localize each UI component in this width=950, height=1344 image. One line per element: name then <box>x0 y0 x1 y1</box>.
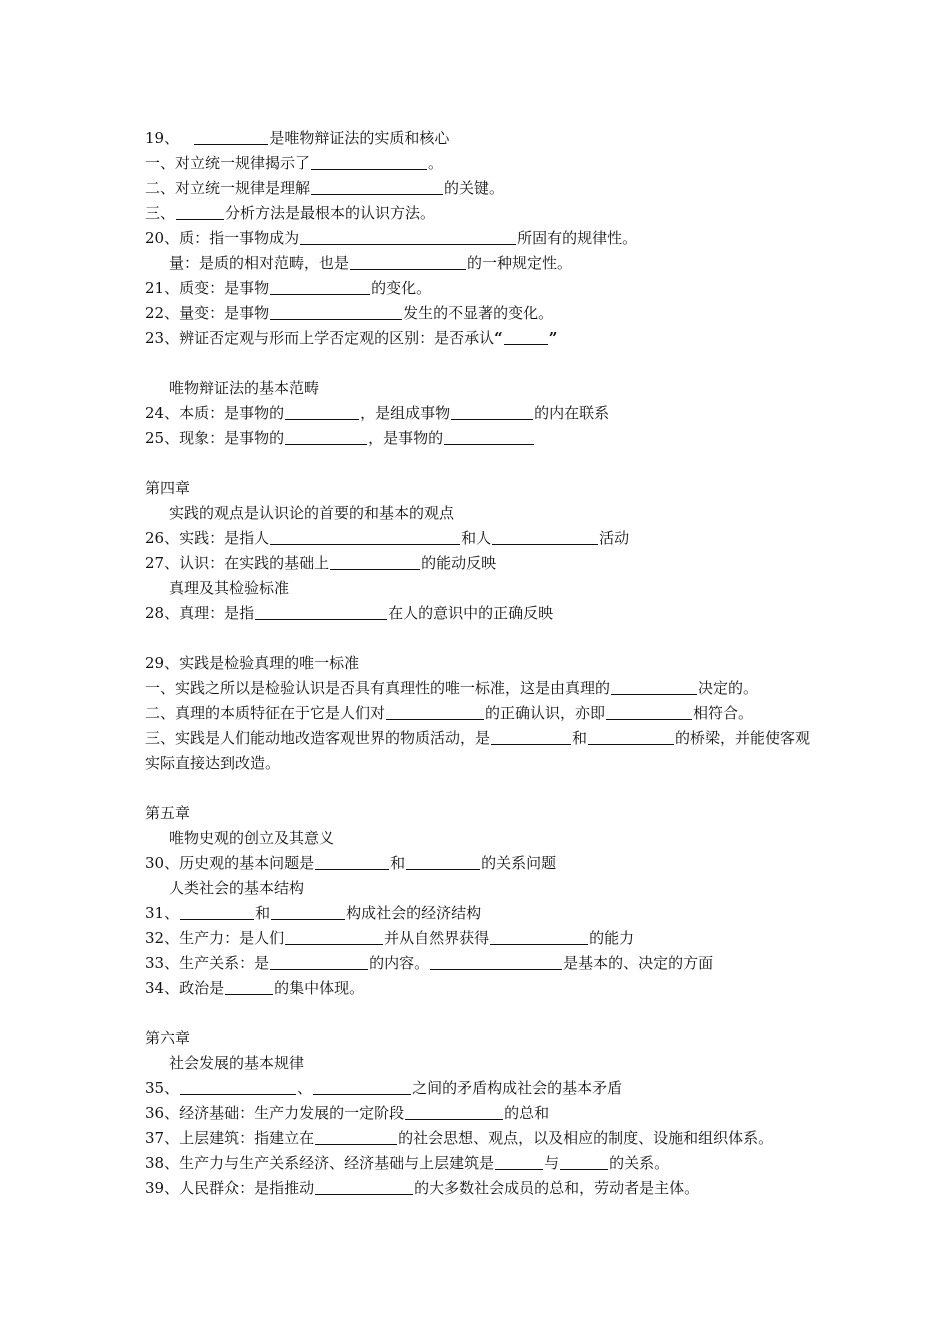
section-heading: 人类社会的基本结构 <box>169 879 305 897</box>
item-37: 37、上层建筑：指建立在 的社会思想、观点，以及相应的制度、设施和组织体系。 <box>145 1129 774 1147</box>
section-heading: 唯物史观的创立及其意义 <box>169 829 335 847</box>
blank <box>504 329 548 345</box>
blank <box>300 229 516 245</box>
blank <box>386 704 484 720</box>
section-heading: 实践的观点是认识论的首要的和基本的观点 <box>169 504 455 522</box>
chapter-heading: 第四章 <box>145 479 191 497</box>
chapter-heading: 第六章 <box>145 1029 191 1047</box>
blank <box>270 954 368 970</box>
item-19-3: 三、 分析方法是最根本的认识方法。 <box>145 204 436 222</box>
section-heading: 唯物辩证法的基本范畴 <box>169 379 320 397</box>
item-38: 38、生产力与生产关系经济、经济基础与上层建筑是 与 的关系。 <box>145 1154 670 1172</box>
item-20-quantity: 量：是质的相对范畴，也是 的一种规定性。 <box>169 254 573 272</box>
item-32: 32、生产力：是人们 并从自然界获得 的能力 <box>145 929 635 947</box>
section-heading: 真理及其检验标准 <box>169 579 290 597</box>
item-34: 34、政治是 的集中体现。 <box>145 979 365 997</box>
blank <box>270 279 370 295</box>
item-20: 20、质：指一事物成为 所固有的规律性。 <box>145 229 638 247</box>
item-36: 36、经济基础：生产力发展的一定阶段 的总和 <box>145 1104 550 1122</box>
blank <box>350 254 466 270</box>
blank <box>311 179 443 195</box>
blank <box>315 1179 413 1195</box>
blank <box>285 404 359 420</box>
blank <box>315 854 389 870</box>
item-19-1: 一、对立统一规律揭示了 。 <box>145 154 444 172</box>
blank <box>495 1154 543 1170</box>
blank <box>444 429 534 445</box>
item-19 <box>145 126 825 151</box>
blank <box>270 304 402 320</box>
document-body <box>145 126 825 1201</box>
blank <box>451 404 533 420</box>
blank <box>606 704 692 720</box>
chapter-heading: 第五章 <box>145 804 191 822</box>
item-29-3: 三、实践是人们能动地改造客观世界的物质活动，是 和 的桥梁，并能使客观实际直接达到改造。 <box>145 729 811 772</box>
blank <box>180 1079 296 1095</box>
blank <box>588 729 674 745</box>
item-23: 23、辨证否定观与形而上学否定观的区别：是否承认“ ” <box>145 329 558 347</box>
blank <box>180 904 254 920</box>
blank <box>405 1104 503 1120</box>
item-29-2: 二、真理的本质特征在于它是人们对 的正确认识，亦即 相符合。 <box>145 704 754 722</box>
blank <box>285 929 383 945</box>
blank <box>406 854 480 870</box>
item-21: 21、质变：是事物 的变化。 <box>145 279 432 297</box>
item-29: 29、实践是检验真理的唯一标准 <box>145 654 360 672</box>
blank <box>492 529 598 545</box>
item-28: 28、真理：是指 在人的意识中的正确反映 <box>145 604 554 622</box>
item-24: 24、本质：是事物的 ，是组成事物 的内在联系 <box>145 404 610 422</box>
blank <box>611 679 697 695</box>
item-text: 是唯物辩证法的实质和核心 <box>269 129 450 147</box>
blank <box>490 929 588 945</box>
blank <box>225 979 273 995</box>
item-number: 19、 <box>145 129 180 147</box>
blank <box>194 129 268 145</box>
blank <box>285 429 367 445</box>
blank <box>315 1129 397 1145</box>
blank <box>176 204 224 220</box>
item-19-2: 二、对立统一规律是理解 的关键。 <box>145 179 505 197</box>
blank <box>430 954 562 970</box>
blank <box>271 904 345 920</box>
item-31: 31、 和 构成社会的经济结构 <box>145 904 482 922</box>
blank <box>491 729 571 745</box>
item-29-1: 一、实践之所以是检验认识是否具有真理性的唯一标准，这是由真理的 决定的。 <box>145 679 759 697</box>
item-35: 35、 、 之间的矛盾构成社会的基本矛盾 <box>145 1079 623 1097</box>
item-33: 33、生产关系：是 的内容。 是基本的、决定的方面 <box>145 954 714 972</box>
blank <box>560 1154 608 1170</box>
item-26: 26、实践：是指人 和人 活动 <box>145 529 630 547</box>
item-39: 39、人民群众：是指推动 的大多数社会成员的总和，劳动者是主体。 <box>145 1179 700 1197</box>
item-27: 27、认识：在实践的基础上 的能动反映 <box>145 554 497 572</box>
item-25: 25、现象：是事物的 ，是事物的 <box>145 426 825 451</box>
blank <box>313 1079 411 1095</box>
section-heading: 社会发展的基本规律 <box>169 1054 305 1072</box>
blank <box>270 529 460 545</box>
blank <box>330 554 420 570</box>
item-22: 22、量变：是事物 发生的不显著的变化。 <box>145 304 554 322</box>
item-30: 30、历史观的基本问题是 和 的关系问题 <box>145 854 557 872</box>
blank <box>311 154 427 170</box>
blank <box>255 604 387 620</box>
